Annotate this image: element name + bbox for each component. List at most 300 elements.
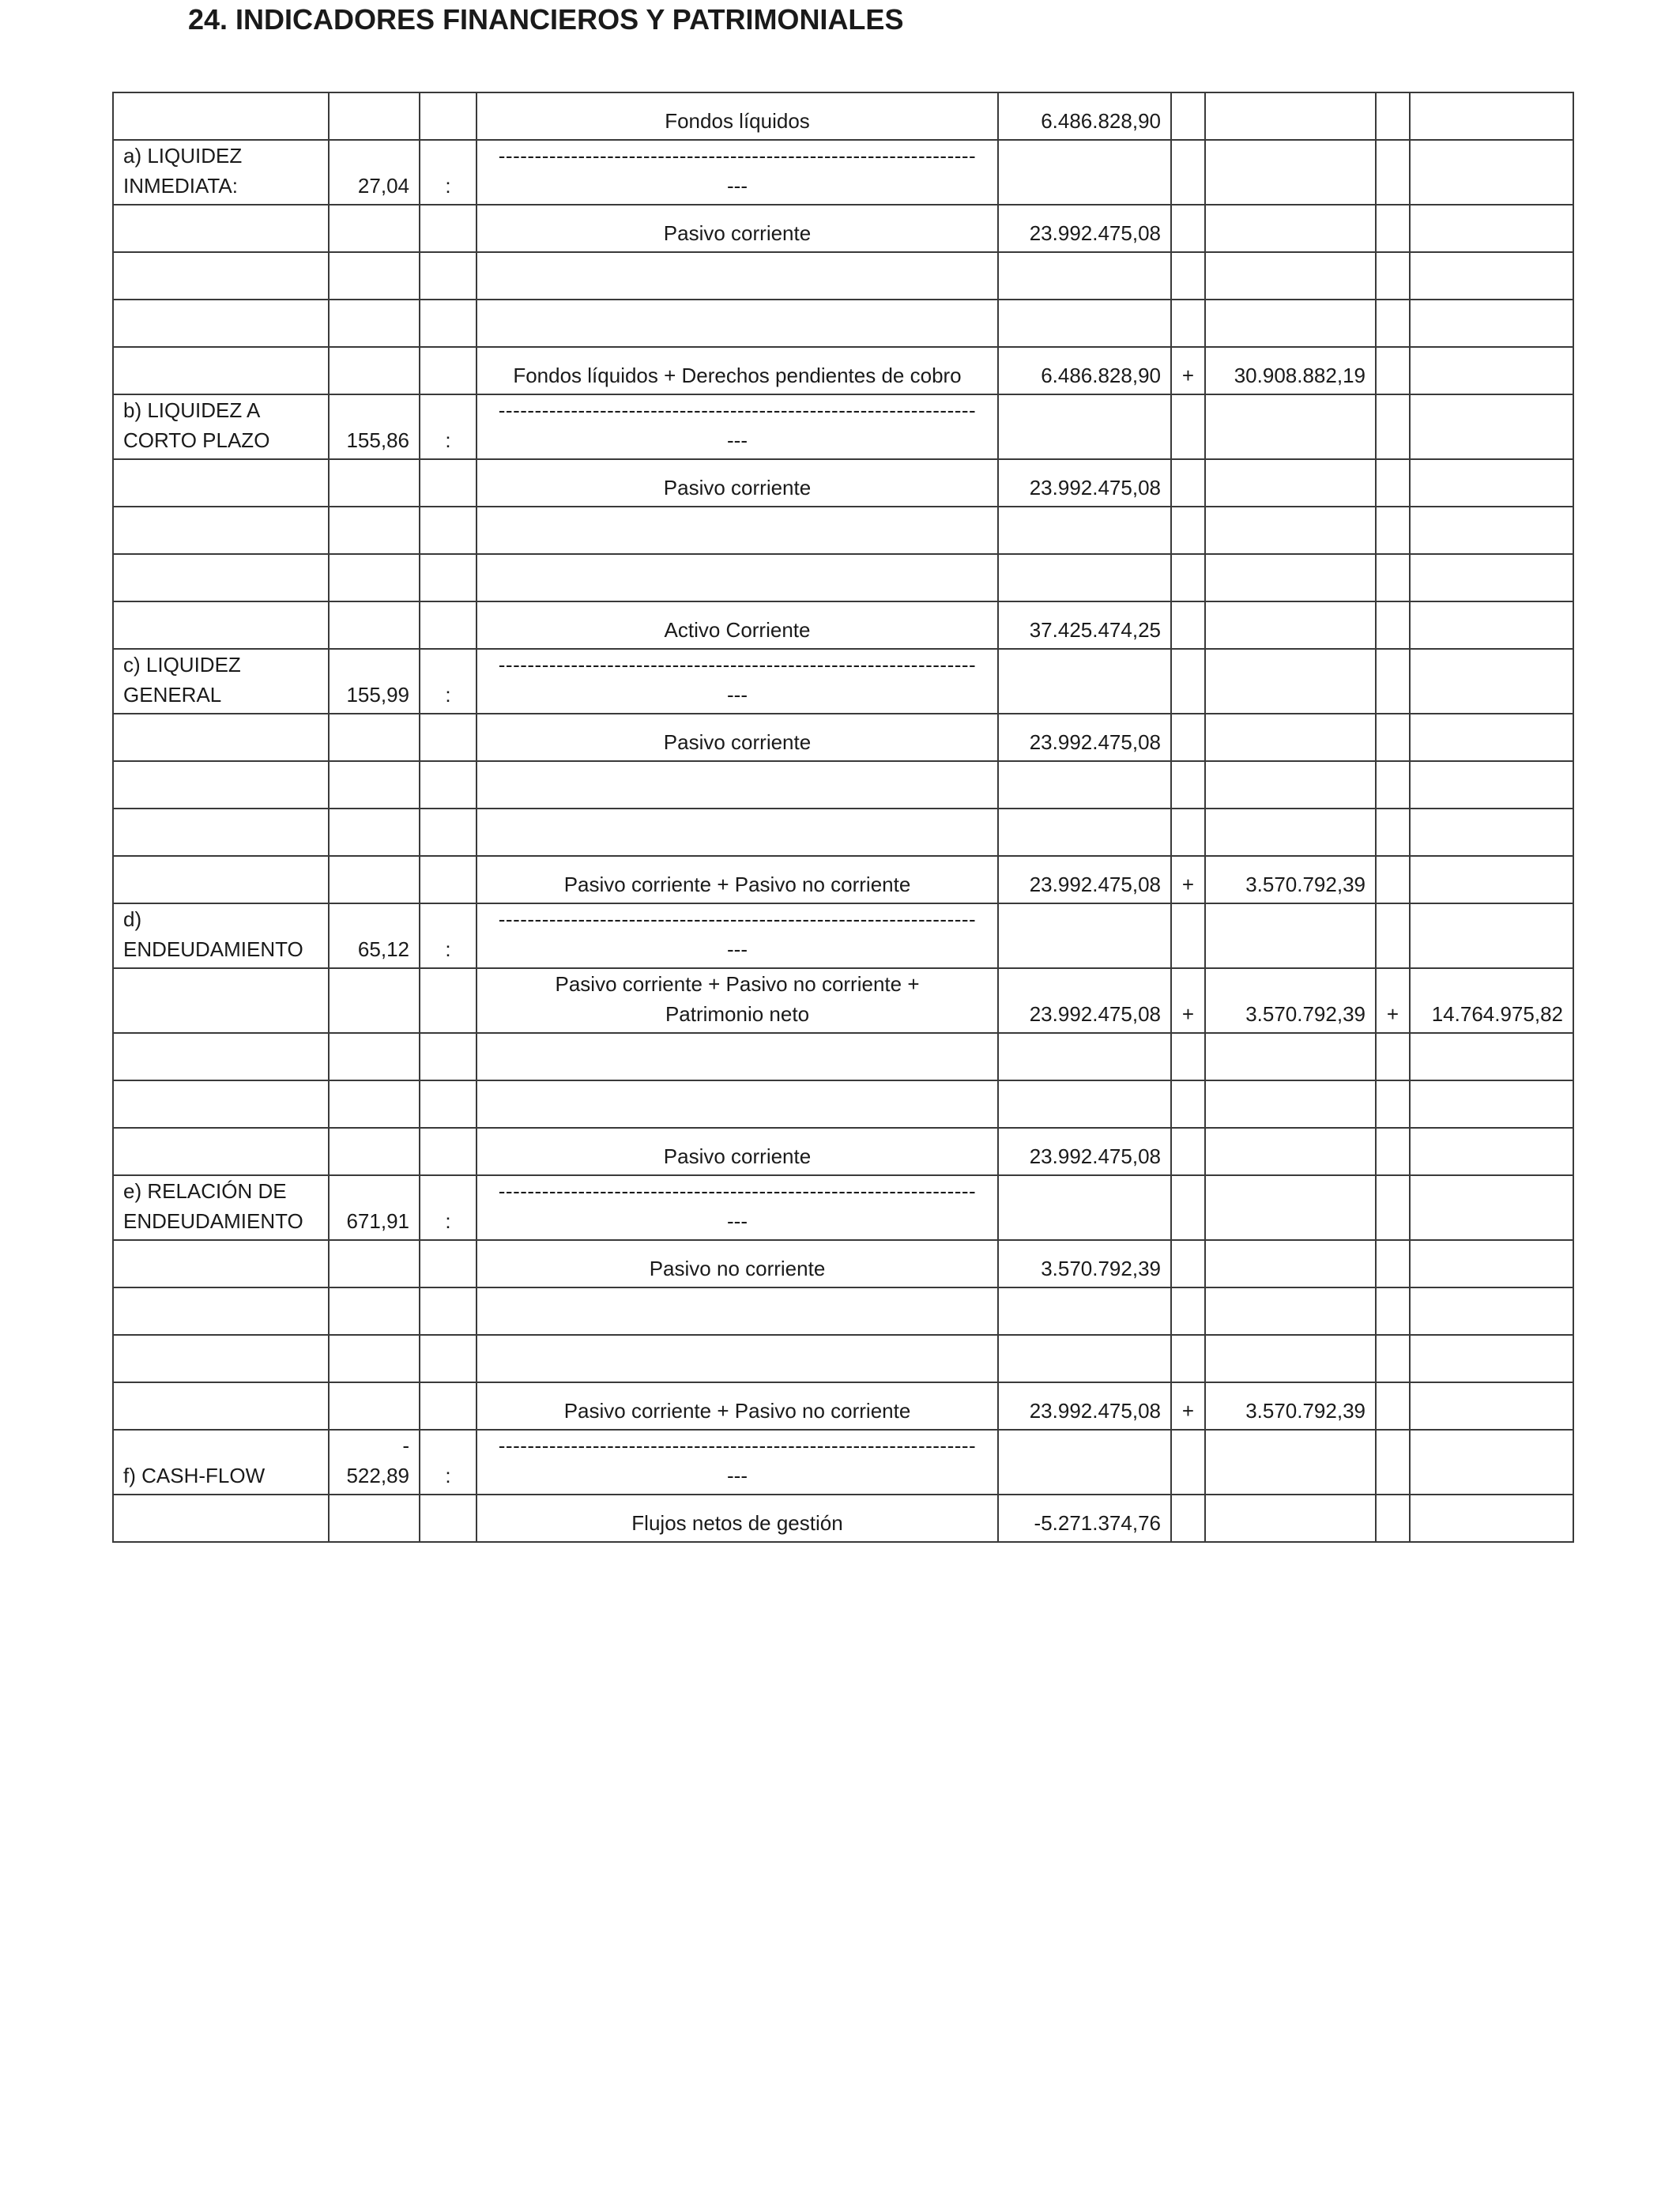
empty-value-2 (1205, 903, 1376, 968)
denominator-value-2: 3.570.792,39 (1205, 968, 1376, 1033)
denominator-value-2 (1205, 714, 1376, 761)
indicator-label-line1: c) LIQUIDEZ (123, 653, 241, 677)
empty-cell (420, 1080, 477, 1128)
numerator-operator-2 (1376, 601, 1410, 649)
indicator-ratio-line2: 155,86 (346, 428, 409, 452)
empty-cell (1205, 300, 1376, 347)
denominator-operator-1 (1171, 714, 1205, 761)
empty-cell (1205, 761, 1376, 809)
empty-value-2 (1205, 1175, 1376, 1240)
fraction-bar-tail: --- (727, 937, 748, 961)
denominator-value-1: 23.992.475,08 (998, 968, 1171, 1033)
indicator-ratio (329, 649, 420, 714)
colon-cell (420, 1495, 477, 1542)
numerator-value-1: 23.992.475,08 (998, 856, 1171, 903)
numerator-value-2 (1205, 601, 1376, 649)
empty-operator-1 (1171, 394, 1205, 459)
fraction-bar-dashes: ------------------------------------------------------------------ (498, 1179, 977, 1203)
numerator-description: Fondos líquidos + Derechos pendientes de cobro (477, 347, 998, 394)
empty-cell (998, 1287, 1171, 1335)
empty-value-1 (998, 394, 1171, 459)
numerator-description: Pasivo corriente (477, 1128, 998, 1175)
denominator-row (113, 459, 1573, 507)
colon-cell (420, 1240, 477, 1287)
label-cell (113, 459, 329, 507)
empty-cell (1205, 1080, 1376, 1128)
label-cell (113, 1240, 329, 1287)
empty-cell (477, 1335, 998, 1382)
numerator-description: Activo Corriente (477, 601, 998, 649)
numerator-value-2 (1205, 1128, 1376, 1175)
denominator-value-1: 23.992.475,08 (998, 205, 1171, 252)
ratio-cell (329, 92, 420, 140)
empty-cell (113, 1033, 329, 1080)
empty-operator-1 (1171, 1175, 1205, 1240)
fraction-bar (477, 649, 998, 714)
denominator-operator-2 (1376, 1240, 1410, 1287)
colon-cell (420, 347, 477, 394)
numerator-operator-2 (1376, 1128, 1410, 1175)
numerator-value-3 (1410, 1128, 1573, 1175)
denominator-operator-2: + (1376, 968, 1410, 1033)
fraction-bar (477, 394, 998, 459)
spacer-row (113, 1033, 1573, 1080)
indicator-label-line1: a) LIQUIDEZ (123, 144, 243, 168)
empty-operator-2 (1376, 649, 1410, 714)
denominator-value-3 (1410, 459, 1573, 507)
fraction-bar-tail: --- (727, 1209, 748, 1233)
indicator-ratio-line2: 27,04 (357, 174, 409, 198)
empty-cell (1410, 761, 1573, 809)
indicator-ratio-line2: 671,91 (346, 1209, 409, 1233)
denominator-row (113, 968, 1573, 1033)
empty-cell (477, 300, 998, 347)
division-colon: : (420, 394, 477, 459)
denominator-operator-2 (1376, 714, 1410, 761)
denominator-operator-2 (1376, 205, 1410, 252)
empty-cell (1171, 1080, 1205, 1128)
empty-cell (113, 252, 329, 300)
empty-cell (420, 507, 477, 554)
spacer-row (113, 761, 1573, 809)
empty-cell (1376, 1335, 1410, 1382)
empty-cell (477, 1080, 998, 1128)
label-cell (113, 205, 329, 252)
empty-cell (329, 761, 420, 809)
empty-cell (1205, 507, 1376, 554)
numerator-value-1: 6.486.828,90 (998, 92, 1171, 140)
colon-cell (420, 856, 477, 903)
empty-value-3 (1410, 140, 1573, 205)
division-colon: : (420, 140, 477, 205)
indicator-label-line1: b) LIQUIDEZ A (123, 398, 261, 422)
indicator-row (113, 649, 1573, 714)
indicator-label (113, 394, 329, 459)
denominator-description (477, 968, 998, 1033)
empty-cell (477, 554, 998, 601)
fraction-bar (477, 1175, 998, 1240)
indicator-row (113, 140, 1573, 205)
empty-cell (998, 1033, 1171, 1080)
empty-operator-1 (1171, 140, 1205, 205)
numerator-row (113, 1382, 1573, 1430)
label-cell (113, 1128, 329, 1175)
empty-cell (113, 1080, 329, 1128)
denominator-operator-1 (1171, 459, 1205, 507)
empty-cell (1410, 1335, 1573, 1382)
empty-cell (1171, 809, 1205, 856)
spacer-row (113, 300, 1573, 347)
fraction-bar-dashes: ------------------------------------------------------------------ (498, 144, 977, 168)
numerator-row (113, 92, 1573, 140)
denominator-value-2 (1205, 1495, 1376, 1542)
empty-cell (113, 300, 329, 347)
empty-cell (1376, 1287, 1410, 1335)
label-cell (113, 601, 329, 649)
numerator-value-3 (1410, 601, 1573, 649)
indicator-label-line1: e) RELACIÓN DE (123, 1179, 287, 1203)
empty-cell (1410, 1080, 1573, 1128)
colon-cell (420, 1382, 477, 1430)
denominator-description: Pasivo corriente (477, 714, 998, 761)
indicator-ratio-line2: 155,99 (346, 683, 409, 707)
empty-cell (329, 554, 420, 601)
numerator-operator-1 (1171, 92, 1205, 140)
empty-cell (1205, 252, 1376, 300)
indicator-row (113, 1175, 1573, 1240)
empty-cell (998, 554, 1171, 601)
numerator-description: Pasivo corriente + Pasivo no corriente (477, 856, 998, 903)
numerator-operator-2 (1376, 347, 1410, 394)
empty-cell (420, 1033, 477, 1080)
numerator-value-1: 37.425.474,25 (998, 601, 1171, 649)
label-cell (113, 1382, 329, 1430)
numerator-row (113, 856, 1573, 903)
indicator-label-line2: INMEDIATA: (123, 174, 238, 198)
empty-operator-2 (1376, 140, 1410, 205)
indicator-ratio (329, 394, 420, 459)
empty-cell (998, 1335, 1171, 1382)
empty-cell (329, 300, 420, 347)
empty-cell (1376, 252, 1410, 300)
division-colon: : (420, 903, 477, 968)
colon-cell (420, 968, 477, 1033)
empty-cell (420, 1335, 477, 1382)
empty-cell (477, 1033, 998, 1080)
empty-cell (1410, 554, 1573, 601)
label-cell (113, 714, 329, 761)
empty-cell (1376, 1033, 1410, 1080)
indicator-ratio-line2: 65,12 (357, 937, 409, 961)
empty-cell (1410, 300, 1573, 347)
empty-cell (477, 252, 998, 300)
division-colon: : (420, 1175, 477, 1240)
denominator-operator-1: + (1171, 968, 1205, 1033)
numerator-value-1: 6.486.828,90 (998, 347, 1171, 394)
empty-cell (1410, 252, 1573, 300)
ratio-cell (329, 1382, 420, 1430)
label-cell (113, 347, 329, 394)
numerator-value-2: 3.570.792,39 (1205, 856, 1376, 903)
numerator-row (113, 347, 1573, 394)
numerator-operator-2 (1376, 92, 1410, 140)
ratio-cell (329, 1240, 420, 1287)
empty-cell (420, 554, 477, 601)
fraction-bar-dashes: ------------------------------------------------------------------ (498, 398, 977, 422)
empty-cell (113, 554, 329, 601)
empty-cell (998, 300, 1171, 347)
empty-operator-2 (1376, 1175, 1410, 1240)
numerator-description: Pasivo corriente + Pasivo no corriente (477, 1382, 998, 1430)
indicator-label-line2: f) CASH-FLOW (123, 1464, 266, 1487)
empty-cell (1171, 761, 1205, 809)
numerator-operator-2 (1376, 856, 1410, 903)
empty-cell (420, 1287, 477, 1335)
empty-cell (1376, 300, 1410, 347)
fraction-bar (477, 1430, 998, 1495)
empty-value-3 (1410, 649, 1573, 714)
empty-cell (477, 1287, 998, 1335)
indicator-label (113, 649, 329, 714)
indicator-ratio-line1: - (402, 1434, 409, 1457)
indicator-label-line1: d) (123, 907, 142, 931)
indicator-label-line2: ENDEUDAMIENTO (123, 937, 303, 961)
indicator-row (113, 1430, 1573, 1495)
indicator-label (113, 1175, 329, 1240)
empty-cell (477, 809, 998, 856)
division-colon: : (420, 649, 477, 714)
indicator-label-line2: GENERAL (123, 683, 222, 707)
ratio-cell (329, 968, 420, 1033)
label-cell (113, 968, 329, 1033)
denominator-value-1: 23.992.475,08 (998, 459, 1171, 507)
empty-cell (113, 809, 329, 856)
label-cell (113, 1495, 329, 1542)
empty-cell (420, 809, 477, 856)
empty-cell (329, 507, 420, 554)
empty-cell (1205, 554, 1376, 601)
numerator-operator-1 (1171, 601, 1205, 649)
indicator-ratio (329, 903, 420, 968)
ratio-cell (329, 856, 420, 903)
ratio-cell (329, 601, 420, 649)
empty-cell (1171, 1287, 1205, 1335)
numerator-value-2: 30.908.882,19 (1205, 347, 1376, 394)
empty-cell (477, 761, 998, 809)
denominator-value-3: 14.764.975,82 (1410, 968, 1573, 1033)
numerator-value-3 (1410, 347, 1573, 394)
empty-cell (1205, 1033, 1376, 1080)
indicator-ratio-line2: 522,89 (346, 1464, 409, 1487)
denominator-value-2 (1205, 1240, 1376, 1287)
spacer-row (113, 252, 1573, 300)
denominator-value-2 (1205, 205, 1376, 252)
colon-cell (420, 205, 477, 252)
division-colon: : (420, 1430, 477, 1495)
denominator-description: Pasivo corriente (477, 459, 998, 507)
denominator-description: Pasivo corriente (477, 205, 998, 252)
empty-operator-2 (1376, 1430, 1410, 1495)
empty-cell (1376, 1080, 1410, 1128)
denominator-row (113, 714, 1573, 761)
indicator-row (113, 903, 1573, 968)
empty-cell (998, 1080, 1171, 1128)
empty-value-1 (998, 140, 1171, 205)
empty-cell (1205, 1287, 1376, 1335)
empty-value-1 (998, 649, 1171, 714)
numerator-value-1: 23.992.475,08 (998, 1382, 1171, 1430)
empty-cell (1410, 1287, 1573, 1335)
numerator-description: Fondos líquidos (477, 92, 998, 140)
indicators-table (112, 92, 1574, 1543)
empty-value-3 (1410, 903, 1573, 968)
empty-cell (1410, 1033, 1573, 1080)
indicator-label-line2: ENDEUDAMIENTO (123, 1209, 303, 1233)
fraction-bar (477, 903, 998, 968)
denominator-operator-1 (1171, 1240, 1205, 1287)
spacer-row (113, 1080, 1573, 1128)
label-cell (113, 92, 329, 140)
empty-cell (477, 507, 998, 554)
numerator-value-2 (1205, 92, 1376, 140)
indicator-ratio (329, 140, 420, 205)
indicator-ratio (329, 1175, 420, 1240)
empty-cell (329, 809, 420, 856)
empty-value-2 (1205, 394, 1376, 459)
empty-value-2 (1205, 1430, 1376, 1495)
empty-cell (1171, 1335, 1205, 1382)
numerator-row (113, 1128, 1573, 1175)
denominator-value-1: 3.570.792,39 (998, 1240, 1171, 1287)
numerator-value-3 (1410, 92, 1573, 140)
denominator-value-3 (1410, 714, 1573, 761)
fraction-bar-dashes: ------------------------------------------------------------------ (498, 653, 977, 677)
empty-value-1 (998, 1430, 1171, 1495)
empty-operator-2 (1376, 903, 1410, 968)
ratio-cell (329, 205, 420, 252)
denominator-value-1: -5.271.374,76 (998, 1495, 1171, 1542)
numerator-operator-1: + (1171, 347, 1205, 394)
empty-value-1 (998, 903, 1171, 968)
denominator-operator-1 (1171, 1495, 1205, 1542)
numerator-row (113, 601, 1573, 649)
indicator-label-line2: CORTO PLAZO (123, 428, 270, 452)
denominator-operator-2 (1376, 1495, 1410, 1542)
empty-cell (113, 761, 329, 809)
numerator-operator-2 (1376, 1382, 1410, 1430)
indicator-label (113, 140, 329, 205)
spacer-row (113, 554, 1573, 601)
denominator-description-line1: Pasivo corriente + Pasivo no corriente + (555, 972, 920, 996)
ratio-cell (329, 1495, 420, 1542)
indicator-ratio (329, 1430, 420, 1495)
empty-cell (113, 507, 329, 554)
indicator-row (113, 394, 1573, 459)
denominator-row (113, 1495, 1573, 1542)
denominator-description: Flujos netos de gestión (477, 1495, 998, 1542)
fraction-bar-tail: --- (727, 683, 748, 707)
denominator-value-3 (1410, 1495, 1573, 1542)
empty-cell (1410, 809, 1573, 856)
denominator-description: Pasivo no corriente (477, 1240, 998, 1287)
empty-cell (1376, 761, 1410, 809)
numerator-operator-1: + (1171, 856, 1205, 903)
empty-cell (329, 1033, 420, 1080)
empty-cell (1171, 554, 1205, 601)
colon-cell (420, 92, 477, 140)
empty-operator-1 (1171, 1430, 1205, 1495)
denominator-row (113, 1240, 1573, 1287)
empty-value-3 (1410, 1430, 1573, 1495)
denominator-description-line2: Patrimonio neto (665, 1002, 810, 1026)
page-title: 24. INDICADORES FINANCIEROS Y PATRIMONIALES (188, 3, 904, 36)
empty-cell (1410, 507, 1573, 554)
spacer-row (113, 507, 1573, 554)
colon-cell (420, 1128, 477, 1175)
fraction-bar (477, 140, 998, 205)
numerator-value-2: 3.570.792,39 (1205, 1382, 1376, 1430)
empty-cell (1171, 252, 1205, 300)
fraction-bar-tail: --- (727, 174, 748, 198)
denominator-value-3 (1410, 1240, 1573, 1287)
ratio-cell (329, 714, 420, 761)
empty-operator-2 (1376, 394, 1410, 459)
empty-cell (1171, 300, 1205, 347)
colon-cell (420, 601, 477, 649)
numerator-operator-1: + (1171, 1382, 1205, 1430)
empty-cell (113, 1287, 329, 1335)
ratio-cell (329, 347, 420, 394)
empty-cell (998, 252, 1171, 300)
spacer-row (113, 809, 1573, 856)
empty-cell (329, 1080, 420, 1128)
fraction-bar-dashes: ------------------------------------------------------------------ (498, 907, 977, 931)
empty-cell (420, 761, 477, 809)
empty-cell (329, 1287, 420, 1335)
empty-cell (113, 1335, 329, 1382)
numerator-value-3 (1410, 856, 1573, 903)
empty-operator-1 (1171, 903, 1205, 968)
fraction-bar-tail: --- (727, 1464, 748, 1487)
empty-cell (329, 1335, 420, 1382)
empty-value-1 (998, 1175, 1171, 1240)
fraction-bar-dashes: ------------------------------------------------------------------ (498, 1434, 977, 1457)
ratio-cell (329, 459, 420, 507)
colon-cell (420, 714, 477, 761)
empty-value-2 (1205, 140, 1376, 205)
numerator-operator-1 (1171, 1128, 1205, 1175)
empty-cell (1205, 1335, 1376, 1382)
denominator-operator-1 (1171, 205, 1205, 252)
label-cell (113, 856, 329, 903)
numerator-value-1: 23.992.475,08 (998, 1128, 1171, 1175)
indicator-label (113, 1430, 329, 1495)
empty-cell (1376, 554, 1410, 601)
denominator-value-3 (1410, 205, 1573, 252)
ratio-cell (329, 1128, 420, 1175)
empty-operator-1 (1171, 649, 1205, 714)
empty-cell (1171, 507, 1205, 554)
denominator-operator-2 (1376, 459, 1410, 507)
spacer-row (113, 1287, 1573, 1335)
denominator-row (113, 205, 1573, 252)
denominator-value-2 (1205, 459, 1376, 507)
spacer-row (113, 1335, 1573, 1382)
empty-cell (998, 507, 1171, 554)
empty-value-3 (1410, 1175, 1573, 1240)
empty-cell (998, 809, 1171, 856)
fraction-bar-tail: --- (727, 428, 748, 452)
